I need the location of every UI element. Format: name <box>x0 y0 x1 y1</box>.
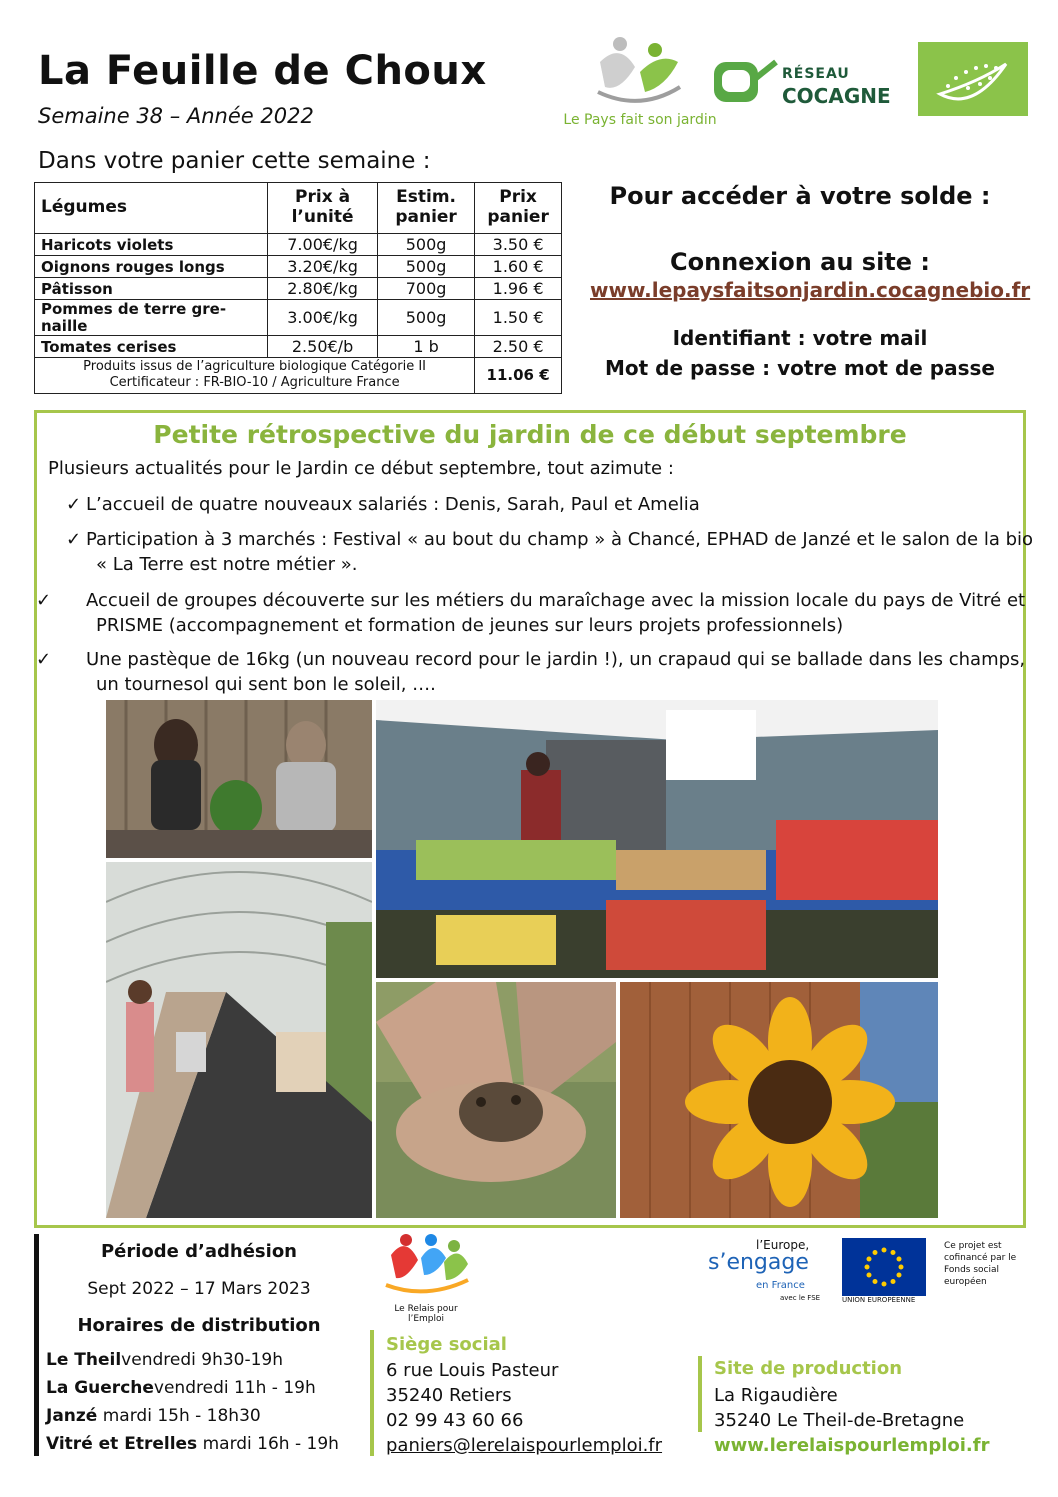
pays-logo-caption: Le Pays fait son jardin <box>563 112 717 128</box>
europe-line-2: s’engage <box>708 1250 809 1275</box>
schedule-time: vendredi 9h30-19h <box>121 1350 284 1370</box>
relais-emploi-logo <box>376 1230 476 1324</box>
retrospective-title: Petite rétrospective du jardin de ce début septembre <box>153 420 907 449</box>
production-line: 35240 Le Theil-de-Bretagne <box>714 1410 965 1431</box>
login-info: Identifiant : votre mail <box>672 326 928 350</box>
photo-watermelon <box>106 700 372 858</box>
schedule-row <box>46 1406 261 1426</box>
eu-leaf-icon <box>918 42 1028 116</box>
schedule-row <box>46 1434 339 1454</box>
production-address <box>714 1383 989 1458</box>
relais-logo-caption: Le Relais pour l’Emploi <box>394 1304 458 1324</box>
siege-line: 6 rue Louis Pasteur <box>386 1360 559 1381</box>
reseau-cocagne-logo <box>710 52 905 112</box>
basket-heading: Dans votre panier cette semaine : <box>38 148 431 174</box>
relais-people-icon <box>376 1230 476 1300</box>
schedule-row <box>46 1378 316 1398</box>
europe-line-4: avec le FSE <box>780 1294 821 1302</box>
checkmark-icon: ✓ <box>66 494 82 515</box>
unit-price: 2.50€/b <box>268 336 378 358</box>
bullet-text: Accueil de groupes découverte sur les métiers du maraîchage avec la mission locale du pays de Vitré et PRISME (accompagnement et formation de jeunes sur leurs projets professionnels) <box>86 590 1026 636</box>
schedule-place: Vitré et Etrelles <box>46 1434 198 1454</box>
unit-price: 3.00€/kg <box>268 300 378 336</box>
basket-table <box>34 182 562 394</box>
photo-toad <box>376 982 616 1218</box>
vegetable-name: Tomates cerises <box>35 336 268 358</box>
list-item <box>66 527 1048 577</box>
table-row <box>35 336 562 358</box>
basket-estimate: 500g <box>377 300 474 336</box>
photo-greenhouse <box>106 862 372 1218</box>
retrospective-intro: Plusieurs actualités pour le Jardin ce début septembre, tout azimute : <box>48 458 674 479</box>
europe-line-3: en France <box>756 1280 805 1291</box>
table-footer-row <box>35 358 562 394</box>
adhesion-dates: Sept 2022 – 17 Mars 2023 <box>87 1279 311 1299</box>
table-header-row <box>35 183 562 234</box>
europe-engage-logo <box>708 1238 828 1308</box>
basket-estimate: 1 b <box>377 336 474 358</box>
basket-total: 11.06 € <box>475 358 562 394</box>
bullet-text: Participation à 3 marchés : Festival « au bout du champ » à Chancé, EPHAD de Janzé et le salon de la bio « La Terre est notre métier ». <box>86 529 1034 575</box>
production-bar <box>698 1356 702 1432</box>
unit-price: 7.00€/kg <box>268 234 378 256</box>
vegetable-name: Pâtisson <box>35 278 268 300</box>
vegetable-name: Oignons rouges longs <box>35 256 268 278</box>
basket-price: 2.50 € <box>475 336 562 358</box>
siege-bar <box>370 1330 374 1456</box>
table-row <box>35 256 562 278</box>
photo-sunflower <box>620 982 938 1218</box>
certification-note <box>35 358 475 394</box>
list-item <box>36 647 1048 697</box>
vegetable-name: Haricots violets <box>35 234 268 256</box>
production-title: Site de production <box>714 1358 903 1379</box>
schedule-time: mardi 15h - 18h30 <box>97 1406 261 1426</box>
footer-left-bar <box>34 1234 39 1456</box>
hours-title: Horaires de distribution <box>77 1315 321 1336</box>
production-line: La Rigaudière <box>714 1385 838 1406</box>
siege-phone: 02 99 43 60 66 <box>386 1410 524 1431</box>
site-link[interactable]: www.lepaysfaitsonjardin.cocagnebio.fr <box>590 278 1031 302</box>
table-row <box>35 234 562 256</box>
production-site-link[interactable]: www.lerelaispourlemploi.fr <box>714 1435 990 1456</box>
certification-line-1: Produits issus de l’agriculture biologique Catégorie II <box>83 359 426 374</box>
schedule-place: Janzé <box>46 1406 98 1426</box>
column-header: Prix à l’unité <box>268 183 378 234</box>
table-row <box>35 278 562 300</box>
bullet-text: L’accueil de quatre nouveaux salariés : Denis, Sarah, Paul et Amelia <box>86 494 700 515</box>
fse-note: Ce projet est cofinancé par le Fonds social européen <box>944 1241 1017 1287</box>
schedule-place: Le Theil <box>46 1350 122 1370</box>
balance-heading: Pour accéder à votre solde : <box>609 182 991 210</box>
connect-heading: Connexion au site : <box>669 248 931 276</box>
column-header: Estim. panier <box>377 183 474 234</box>
newsletter-title: La Feuille de Choux <box>38 48 487 94</box>
pays-fait-son-jardin-logo <box>560 32 720 132</box>
siege-address <box>386 1358 662 1458</box>
eu-caption: UNION EUROPÉENNE <box>842 1296 916 1304</box>
basket-price: 1.60 € <box>475 256 562 278</box>
siege-title: Siège social <box>386 1334 507 1355</box>
account-info <box>590 180 1031 380</box>
schedule-time: vendredi 11h - 19h <box>153 1378 316 1398</box>
people-logo-icon <box>560 32 720 112</box>
column-header: Prix panier <box>475 183 562 234</box>
schedule-time: mardi 16h - 19h <box>197 1434 339 1454</box>
basket-price: 1.96 € <box>475 278 562 300</box>
basket-price: 1.50 € <box>475 300 562 336</box>
checkmark-icon: ✓ <box>36 649 52 670</box>
week-subtitle: Semaine 38 – Année 2022 <box>38 104 314 128</box>
vegetable-name: Pommes de terre gre-naille <box>35 300 268 336</box>
cocagne-word-reseau: RÉSEAU <box>782 66 850 82</box>
schedule-row <box>46 1350 283 1370</box>
checkmark-icon: ✓ <box>66 529 82 550</box>
unit-price: 3.20€/kg <box>268 256 378 278</box>
list-item <box>66 492 1018 517</box>
eu-organic-leaf-logo <box>918 42 1028 116</box>
schedule-place: La Guerche <box>46 1378 154 1398</box>
basket-price: 3.50 € <box>475 234 562 256</box>
europe-line-1: l’Europe, <box>756 1238 810 1252</box>
unit-price: 2.80€/kg <box>268 278 378 300</box>
basket-estimate: 500g <box>377 234 474 256</box>
bullet-text: Une pastèque de 16kg (un nouveau record pour le jardin !), un crapaud qui se ballade dans les champs, un tournesol qui sent bon le soleil, …. <box>86 649 1026 695</box>
table-row <box>35 300 562 336</box>
eu-flag-icon <box>842 1238 926 1296</box>
column-header: Légumes <box>35 183 268 234</box>
checkmark-icon: ✓ <box>36 590 52 611</box>
siege-line: 35240 Retiers <box>386 1385 512 1406</box>
siege-email-link[interactable]: paniers@lerelaispourlemploi.fr <box>386 1435 663 1456</box>
password-info: Mot de passe : votre mot de passe <box>605 356 995 380</box>
list-item <box>36 588 1048 638</box>
certification-line-2: Certificateur : FR-BIO-10 / Agriculture France <box>109 375 400 391</box>
adhesion-title: Période d’adhésion <box>100 1241 297 1262</box>
photo-market-stall <box>376 700 938 978</box>
basket-estimate: 700g <box>377 278 474 300</box>
cocagne-word-cocagne: COCAGNE <box>782 84 891 108</box>
watering-can-icon <box>710 52 780 108</box>
basket-estimate: 500g <box>377 256 474 278</box>
